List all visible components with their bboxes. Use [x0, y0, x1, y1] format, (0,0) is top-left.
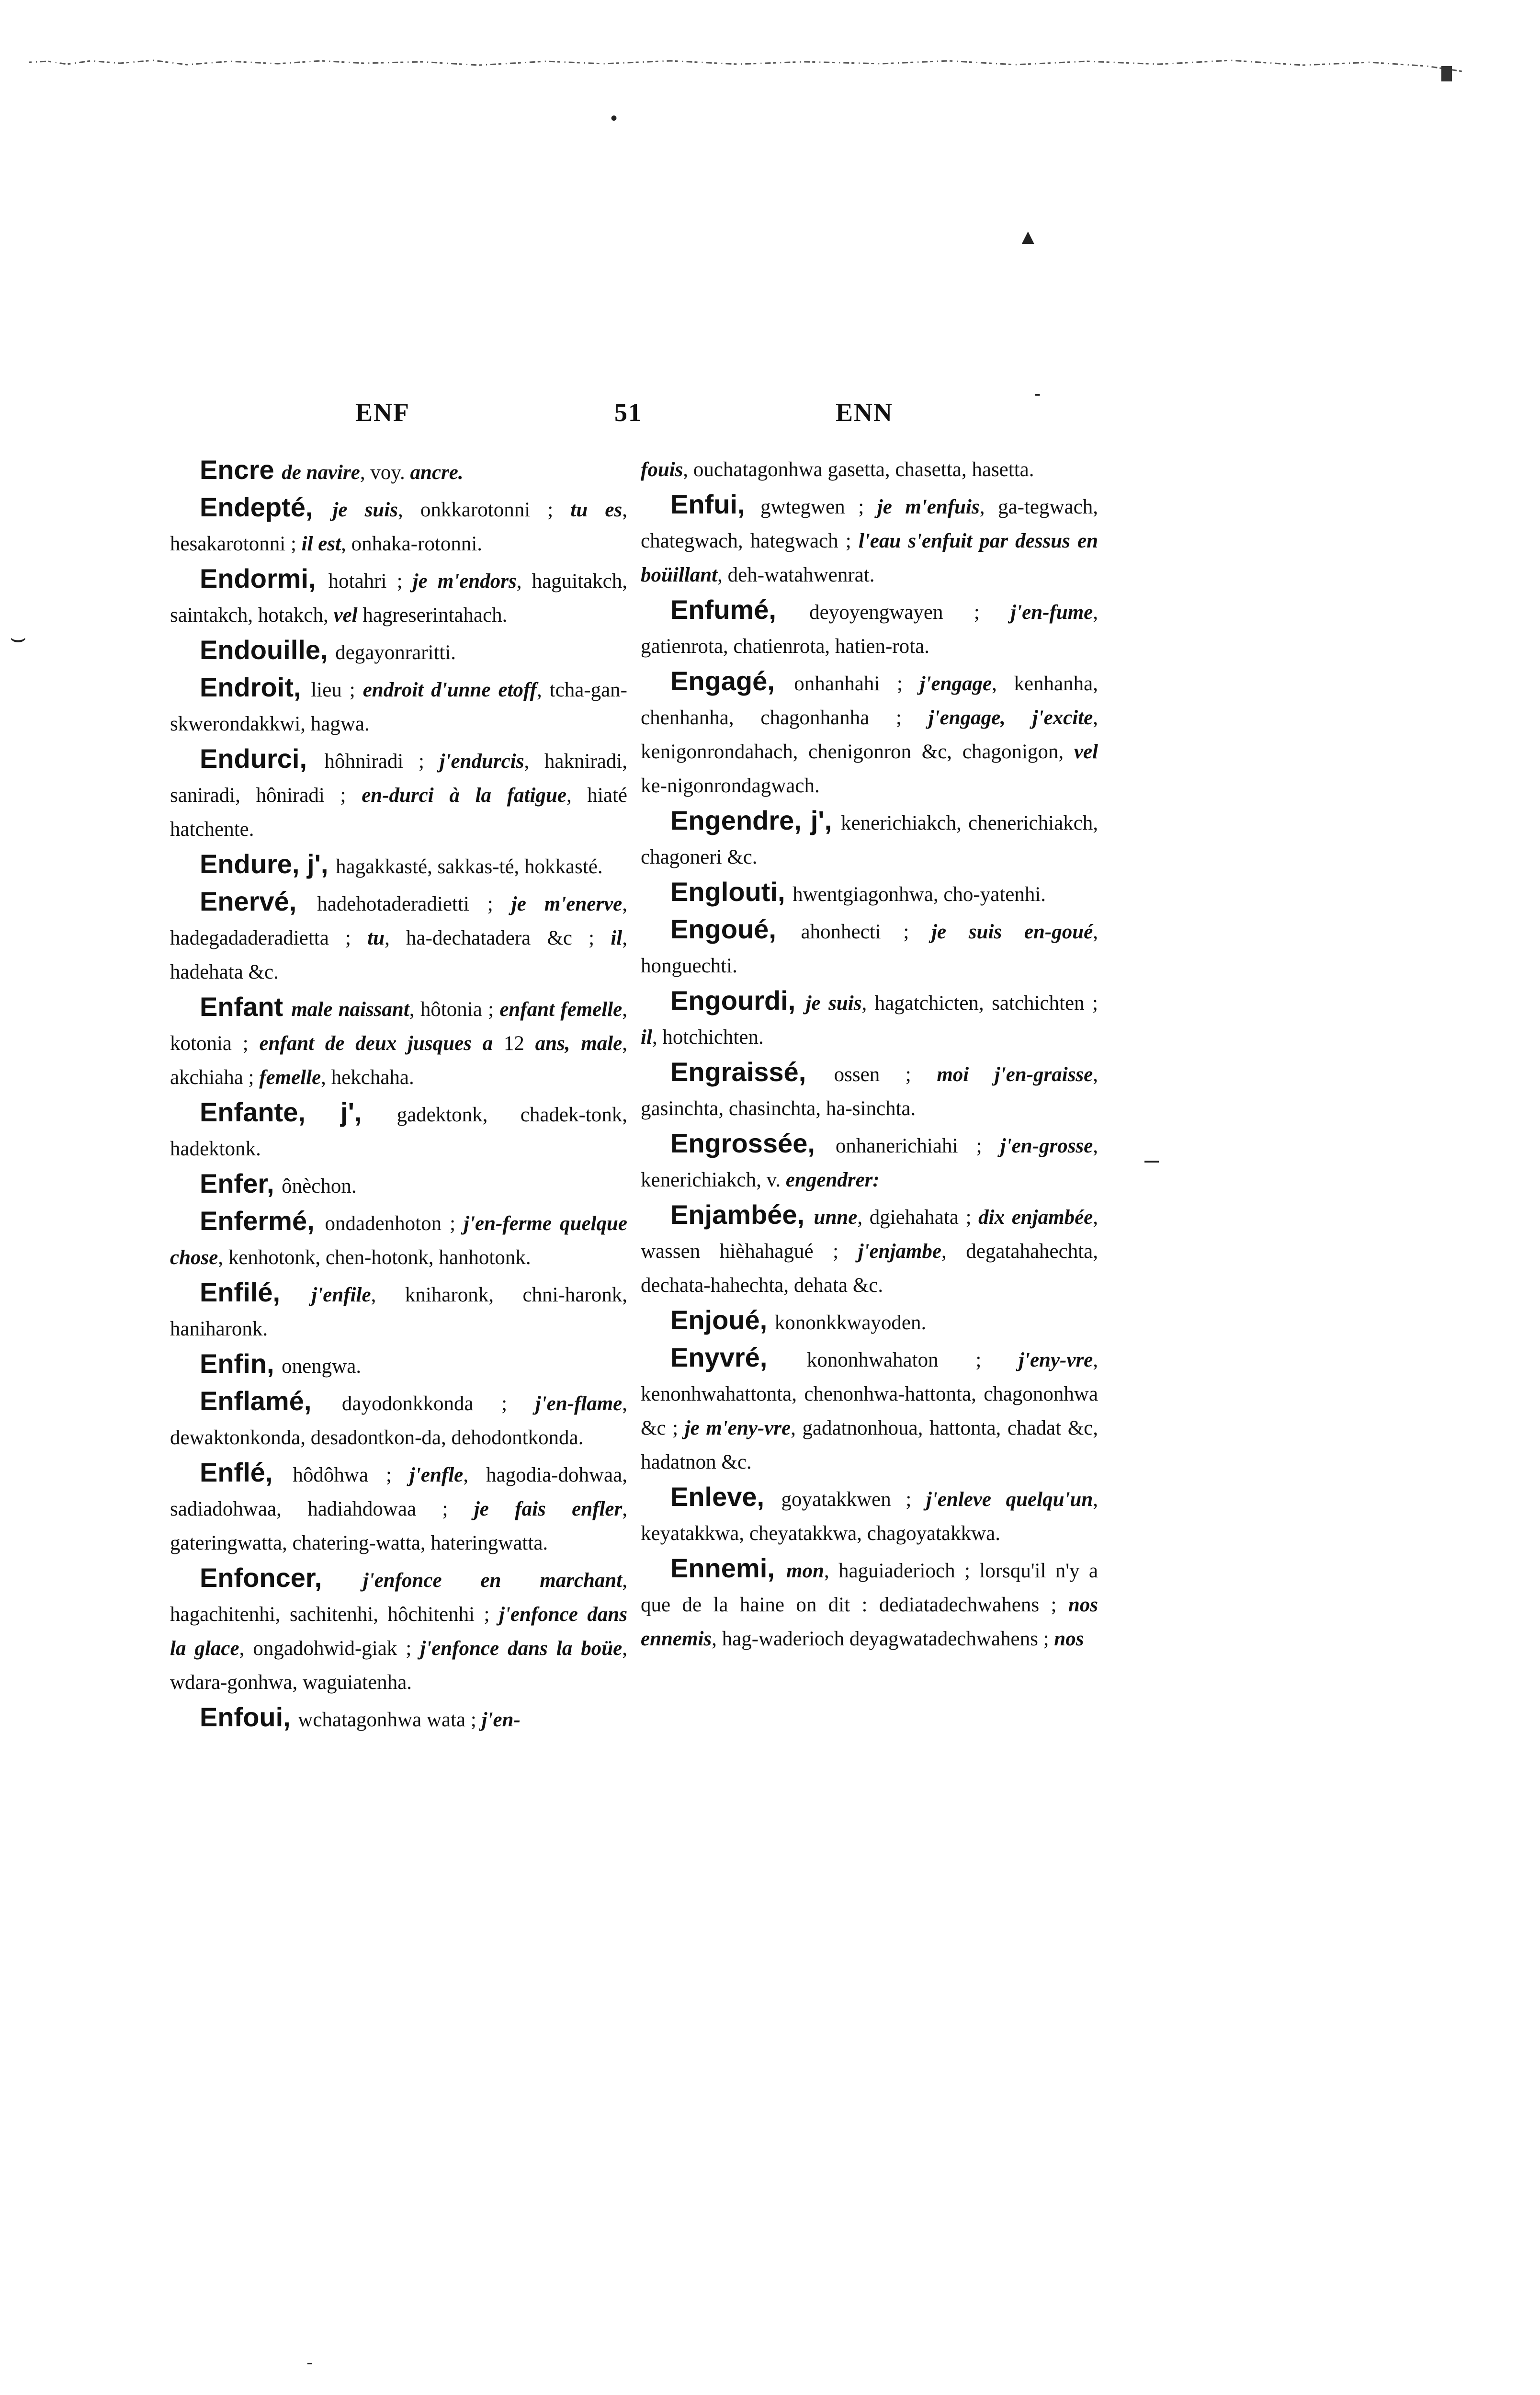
entry-text: onhanerichiahi ; [835, 1135, 1000, 1157]
entry-headword: Enfilé, [200, 1277, 312, 1307]
entry-italic-gloss: tu [367, 927, 385, 949]
entry-text: , hagachitenhi, sachitenhi, hôchitenhi ; [170, 1569, 628, 1626]
entry-italic-gloss: mon [786, 1560, 824, 1582]
entry-italic-gloss: de navire [282, 461, 360, 484]
dictionary-entry [641, 1303, 1098, 1340]
entry-italic-gloss: engendrer: [785, 1169, 880, 1191]
entry-headword: Endurci, [200, 743, 325, 774]
entry-text: , gateringwatta, chatering-watta, hateringwatta. [170, 1498, 627, 1554]
entry-italic-gloss: je suis en-goué [931, 921, 1093, 943]
dictionary-entry [641, 664, 1098, 803]
entry-headword: Endroit, [200, 672, 311, 702]
entry-headword: Enervé, [200, 886, 317, 916]
entry-text: , hôtonia ; [409, 998, 500, 1021]
entry-italic-gloss: j'enfle [409, 1464, 464, 1486]
entry-headword: Endepté, [200, 492, 333, 522]
dictionary-entry [170, 1166, 627, 1203]
entry-text: , dewaktonkonda, desadontkon-da, dehodontkonda. [170, 1392, 628, 1449]
entry-italic-gloss: j'en-fume [1010, 601, 1093, 624]
entry-italic-gloss: je suis [332, 499, 398, 521]
entry-text: , honguechti. [641, 921, 1098, 977]
entry-text: , hag-waderioch deyagwatadechwahens ; [712, 1628, 1054, 1650]
entry-text: , wdara-gonhwa, waguiatenha. [170, 1637, 627, 1694]
entry-headword: Enfante, j', [200, 1097, 397, 1127]
entry-text: 12 [493, 1032, 535, 1055]
entry-text: , wassen hièhahagué ; [641, 1206, 1098, 1263]
entry-text: , onhaka-rotonni. [341, 533, 483, 555]
entry-text: hwentgiagonhwa, cho-yatenhi. [793, 883, 1046, 906]
entry-text: , hadegadaderadietta ; [170, 893, 628, 949]
entry-text: , hagatchicten, satchichten ; [861, 992, 1098, 1015]
entry-italic-gloss: j'engage [919, 673, 992, 695]
dictionary-entry [170, 1095, 627, 1166]
entry-text: , kotonia ; [170, 998, 627, 1055]
entry-headword: Enfermé, [200, 1206, 325, 1236]
entry-text: , kniharonk, chni-haronk, haniharonk. [170, 1284, 627, 1340]
dictionary-entry [641, 1551, 1098, 1656]
entry-text: , hesakarotonni ; [170, 499, 627, 555]
entry-text: onengwa. [282, 1355, 362, 1378]
entry-italic-gloss: j'enfile [311, 1284, 371, 1306]
dictionary-entry [170, 1346, 627, 1383]
dictionary-entry [170, 741, 627, 846]
entry-headword: Enjoué, [670, 1305, 775, 1335]
stray-mark-top: • [611, 108, 618, 129]
entry-text: hôhniradi ; [324, 750, 440, 773]
entry-headword: Endure, j', [200, 849, 336, 879]
entry-text: kononhwahaton ; [806, 1349, 1019, 1371]
entry-italic-gloss: j'enleve quelqu'un [926, 1488, 1093, 1511]
entry-text: deyoyengwayen ; [809, 601, 1011, 624]
entry-italic-gloss: j'enfonce dans la boüe [420, 1637, 623, 1660]
dictionary-entry [170, 1455, 627, 1560]
entry-italic-gloss: j'en-grosse [1000, 1135, 1093, 1157]
entry-italic-gloss: vel [333, 604, 358, 627]
entry-text: , voy. [360, 461, 410, 484]
entry-headword: Engagé, [670, 666, 794, 696]
entry-headword: Enleve, [670, 1482, 781, 1512]
entry-headword: Engourdi, [670, 985, 806, 1015]
entry-italic-gloss: j'en-ferme quelque chose [170, 1212, 627, 1269]
entry-text: , deh-watahwenrat. [717, 564, 875, 586]
dictionary-entry [170, 1275, 627, 1346]
entry-italic-gloss: je m'enerve [511, 893, 623, 915]
entry-text: , ouchatagonhwa gasetta, chasetta, hasetta. [683, 458, 1034, 481]
entry-text: onhanhahi ; [794, 673, 920, 695]
entry-italic-gloss: nos ennemis [641, 1594, 1098, 1650]
entry-text: , tcha-gan-skwerondakkwi, hagwa. [170, 679, 627, 735]
entry-italic-gloss: endroit d'unne etoff [362, 679, 537, 701]
entry-text: , kenonhwahattonta, chenonhwa-hattonta, chagononhwa &c ; [641, 1349, 1098, 1439]
entry-headword: Enflé, [200, 1457, 293, 1487]
entry-italic-gloss: il [641, 1026, 652, 1049]
entry-italic-gloss: j'enfonce en marchant [362, 1569, 623, 1592]
stray-mark-header: - [1034, 383, 1041, 404]
entry-text: ahonhecti ; [801, 921, 932, 943]
dictionary-entry [641, 487, 1098, 592]
entry-headword: Encre [200, 455, 282, 485]
stray-mark-bottom: - [306, 2352, 313, 2373]
left-column [170, 453, 627, 1737]
entry-text: , dgiehahata ; [857, 1206, 979, 1229]
entry-text: , onkkarotonni ; [397, 499, 571, 521]
entry-text: , hakniradi, saniradi, hôniradi ; [170, 750, 627, 807]
entry-text: , haguiaderioch ; lorsqu'il n'y a que de la haine on dit : dediatadechwahens ; [641, 1560, 1098, 1616]
entry-text: kenerichiakch, chenerichiakch, chagoneri &c. [641, 812, 1098, 868]
entry-italic-gloss: enfant de deux jusques a [259, 1032, 493, 1055]
header-right-guide-word: ENN [836, 398, 894, 427]
entry-text: , gatienrota, chatienrota, hatien-rota. [641, 601, 1098, 658]
entry-headword: Enfant [200, 992, 292, 1022]
stray-mark-corner: ▲ [1018, 225, 1039, 249]
entry-text: , kenerichiakch, v. [641, 1135, 1098, 1191]
entry-headword: Enfoui, [200, 1702, 298, 1732]
entry-text: , ga-tegwach, chategwach, hategwach ; [641, 496, 1098, 552]
entry-text: , hotchichten. [652, 1026, 764, 1049]
entry-headword: Enfer, [200, 1168, 282, 1198]
entry-text: hagakkasté, sakkas-té, hokkasté. [336, 855, 603, 878]
entry-italic-gloss: fouis [641, 458, 683, 481]
dictionary-entry [170, 1204, 627, 1275]
entry-headword: Engrossée, [670, 1128, 836, 1158]
entry-text: , kenhanha, chenhanha, chagonhanha ; [641, 673, 1098, 729]
entry-italic-gloss: il est [301, 533, 341, 555]
entry-italic-gloss: vel [1074, 741, 1098, 763]
entry-text: , haguitakch, saintakch, hotakch, [170, 570, 627, 627]
entry-italic-gloss: je m'enfuis [877, 496, 980, 518]
right-column [641, 453, 1098, 1656]
dictionary-entry [641, 1340, 1098, 1479]
dictionary-entry [641, 1055, 1098, 1126]
entry-text: hadehotaderadietti ; [317, 893, 511, 915]
entry-italic-gloss: j'en- [481, 1709, 521, 1731]
entry-text: , kenigonrondahach, chenigonron &c, chagonigon, [641, 707, 1098, 763]
entry-text: degayonraritti. [335, 641, 456, 664]
dictionary-entry [170, 453, 627, 490]
dictionary-entry [170, 633, 627, 670]
entry-italic-gloss: j'en-flame [535, 1392, 623, 1415]
stray-mark-right: ‒ [1144, 1145, 1159, 1174]
dictionary-entry [641, 803, 1098, 874]
entry-text: , akchiaha ; [170, 1032, 627, 1089]
entry-text: , ongadohwid-giak ; [239, 1637, 420, 1660]
entry-italic-gloss: male naissant [291, 998, 409, 1021]
dictionary-entry [641, 912, 1098, 983]
dictionary-entry [170, 990, 627, 1095]
entry-text: ondadenhoton ; [325, 1212, 464, 1235]
dictionary-entry [641, 1126, 1098, 1197]
entry-text: goyatakkwen ; [781, 1488, 926, 1511]
entry-headword: Ennemi, [670, 1553, 787, 1583]
dictionary-entry [170, 1700, 627, 1737]
entry-italic-gloss: j'enjambe [858, 1240, 941, 1263]
entry-text: hotahri ; [328, 570, 413, 593]
entry-headword: Enyvré, [670, 1342, 807, 1372]
entry-text: , gasinchta, chasinchta, ha-sinchta. [641, 1063, 1098, 1120]
stray-mark-left: ⌣ [10, 623, 27, 652]
entry-italic-gloss: il [611, 927, 623, 949]
entry-text: hôdôhwa ; [293, 1464, 410, 1486]
entry-italic-gloss: je m'eny-vre [684, 1417, 791, 1439]
entry-italic-gloss: j'engage, j'excite [928, 707, 1093, 729]
header-left-guide-word: ENF [355, 398, 410, 427]
entry-text: wchatagonhwa wata ; [298, 1709, 482, 1731]
entry-italic-gloss: ancre. [410, 461, 464, 484]
entry-italic-gloss: j'enfonce dans la glace [170, 1603, 627, 1660]
entry-italic-gloss: enfant femelle [499, 998, 623, 1021]
entry-italic-gloss: dix enjambée [978, 1206, 1093, 1229]
entry-text: gwtegwen ; [760, 496, 877, 518]
entry-text: , kenhotonk, chen-hotonk, hanhotonk. [218, 1246, 531, 1269]
entry-headword: Engraissé, [670, 1057, 834, 1087]
entry-italic-gloss: je suis [805, 992, 862, 1015]
entry-italic-gloss: unne [814, 1206, 858, 1229]
entry-italic-gloss: j'eny-vre [1019, 1349, 1093, 1371]
entry-italic-gloss: l'eau s'enfuit par dessus en boüillant [641, 530, 1098, 586]
dictionary-entry [641, 453, 1098, 487]
entry-text: , degatahahechta, dechata-hahechta, dehata &c. [641, 1240, 1098, 1297]
dictionary-entry [641, 1198, 1098, 1302]
entry-headword: Endouille, [200, 635, 336, 665]
dictionary-entry [641, 593, 1098, 663]
entry-headword: Englouti, [670, 877, 793, 907]
entry-headword: Enfin, [200, 1348, 282, 1379]
entry-text: hagreserintahach. [357, 604, 508, 627]
entry-text: , hadehata &c. [170, 927, 627, 983]
entry-headword: Enfoncer, [200, 1562, 363, 1593]
entry-text: , ha-dechatadera &c ; [385, 927, 611, 949]
entry-headword: Enfumé, [670, 594, 810, 625]
entry-text: lieu ; [311, 679, 363, 701]
entry-headword: Endormi, [200, 563, 328, 593]
dictionary-entry [170, 1384, 627, 1455]
entry-text: , gadatnonhoua, hattonta, chadat &c, hadatnon &c. [641, 1417, 1098, 1473]
entry-text: ônèchon. [282, 1175, 357, 1198]
entry-italic-gloss: je fais enfler [474, 1498, 623, 1520]
page-number: 51 [614, 398, 642, 427]
dictionary-entry [170, 1561, 627, 1699]
scan-edge-noise [29, 53, 1470, 81]
entry-italic-gloss: tu es [570, 499, 623, 521]
entry-text: , hiaté hatchente. [170, 784, 627, 841]
dictionary-entry [641, 875, 1098, 912]
entry-italic-gloss: en-durci à la fatigue [362, 784, 566, 807]
entry-italic-gloss: je m'endors [412, 570, 517, 593]
dictionary-entry [170, 884, 627, 989]
entry-text: ke-nigonrondagwach. [641, 775, 820, 797]
entry-text: gadektonk, chadek-tonk, hadektonk. [170, 1104, 627, 1160]
dictionary-entry [170, 847, 627, 884]
entry-text: , keyatakkwa, cheyatakkwa, chagoyatakkwa. [641, 1488, 1098, 1545]
dictionary-entry [170, 670, 627, 741]
dictionary-entry [170, 490, 627, 561]
dictionary-entry [641, 1480, 1098, 1551]
entry-headword: Enflamé, [200, 1386, 342, 1416]
dictionary-entry [170, 561, 627, 632]
entry-italic-gloss: moi j'en-graisse [937, 1063, 1093, 1086]
entry-headword: Engendre, j', [670, 805, 841, 835]
entry-italic-gloss: femelle [259, 1066, 321, 1089]
entry-headword: Enfui, [670, 489, 760, 519]
entry-headword: Enjambée, [670, 1199, 814, 1230]
entry-headword: Engoué, [670, 914, 801, 944]
entry-text: dayodonkkonda ; [341, 1392, 535, 1415]
dictionary-entry [641, 983, 1098, 1054]
entry-text: , hagodia-dohwaa, sadiadohwaa, hadiahdowaa ; [170, 1464, 627, 1520]
entry-text: ossen ; [834, 1063, 937, 1086]
entry-italic-gloss: j'endurcis [439, 750, 524, 773]
entry-text: , hekchaha. [321, 1066, 414, 1089]
entry-italic-gloss: ans, male [535, 1032, 623, 1055]
entry-text: kononkkwayoden. [774, 1312, 927, 1334]
entry-italic-gloss: nos [1054, 1628, 1084, 1650]
